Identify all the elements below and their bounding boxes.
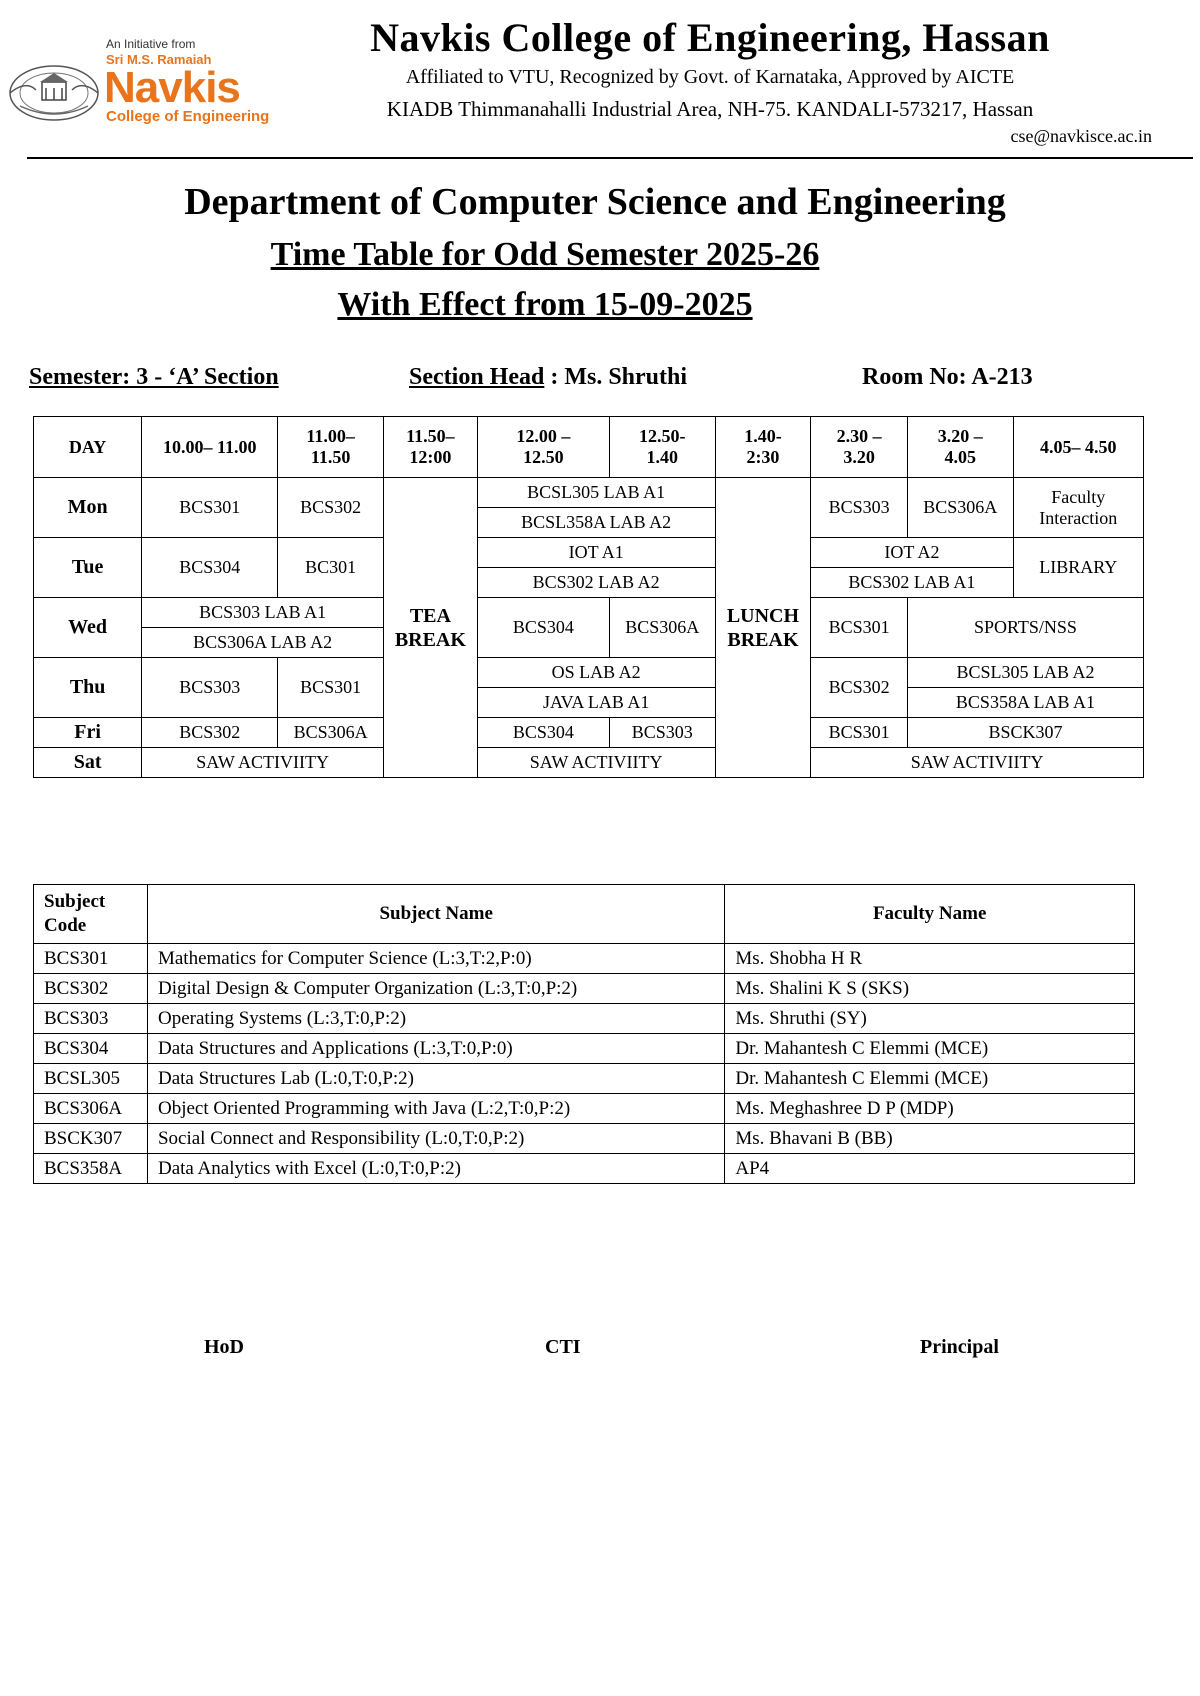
cell-mon-lab-1: BCSL305 LAB A1 <box>477 478 715 508</box>
subject-name: Object Oriented Programming with Java (L:2,T:0,P:2) <box>147 1094 724 1124</box>
day-fri: Fri <box>34 718 142 748</box>
cell-sat-afternoon: SAW ACTIVIITY <box>811 748 1144 778</box>
cell-fri-p5: BCS301 <box>811 718 908 748</box>
faculty-name: Ms. Bhavani B (BB) <box>725 1124 1135 1154</box>
cell-tue-p2: BC301 <box>278 538 384 598</box>
cell-tue-lab-1: IOT A1 <box>477 538 715 568</box>
subject-name: Operating Systems (L:3,T:0,P:2) <box>147 1004 724 1034</box>
header-slot-6: 1.40- 2:30 <box>715 417 811 478</box>
subject-table <box>33 884 1135 1184</box>
faculty-name: AP4 <box>725 1154 1135 1184</box>
cell-mon-p5: BCS303 <box>811 478 908 538</box>
table-row <box>34 1154 1135 1184</box>
cell-mon-p6: BCS306A <box>907 478 1013 538</box>
cell-mon-lab-2: BCSL358A LAB A2 <box>477 508 715 538</box>
header-subject-code: Subject Code <box>34 885 148 944</box>
cell-sat-morning: SAW ACTIVIITY <box>142 748 384 778</box>
college-logo <box>6 30 296 130</box>
cell-thu-lab-4: BCS358A LAB A1 <box>907 688 1143 718</box>
cell-tue-lab-3: IOT A2 <box>811 538 1013 568</box>
table-row <box>34 944 1135 974</box>
faculty-name: Ms. Shruthi (SY) <box>725 1004 1135 1034</box>
cell-wed-p5: BCS301 <box>811 598 908 658</box>
header-faculty-name: Faculty Name <box>725 885 1135 944</box>
tea-break: TEA BREAK <box>384 478 478 778</box>
timetable-header-row <box>34 417 1144 478</box>
subject-code: BCS301 <box>34 944 148 974</box>
header-subject-name: Subject Name <box>147 885 724 944</box>
table-row <box>34 1004 1135 1034</box>
faculty-name: Dr. Mahantesh C Elemmi (MCE) <box>725 1034 1135 1064</box>
header-slot-4: 12.00 – 12.50 <box>477 417 609 478</box>
cell-fri-p2: BCS306A <box>278 718 384 748</box>
signature-principal: Principal <box>920 1336 999 1358</box>
header-slot-1: 10.00– 11.00 <box>142 417 278 478</box>
logo-brand-subtitle: College of Engineering <box>106 108 270 125</box>
cell-thu-lab-3: BCSL305 LAB A2 <box>907 658 1143 688</box>
day-mon: Mon <box>34 478 142 538</box>
cell-fri-p6: BSCK307 <box>907 718 1143 748</box>
cell-wed-p4: BCS306A <box>609 598 715 658</box>
department-title: Department of Computer Science and Engineering <box>184 181 1006 223</box>
header-slot-3: 11.50– 12:00 <box>384 417 478 478</box>
room-info: Room No: A-213 <box>862 364 1033 390</box>
college-name: Navkis College of Engineering, Hassan <box>370 15 1050 60</box>
subject-code: BSCK307 <box>34 1124 148 1154</box>
cell-tue-lab-2: BCS302 LAB A2 <box>477 568 715 598</box>
header-slot-5: 12.50- 1.40 <box>609 417 715 478</box>
timetable-grid <box>33 416 1144 778</box>
subject-name: Mathematics for Computer Science (L:3,T:2,P:0) <box>147 944 724 974</box>
header-divider <box>27 157 1193 159</box>
faculty-name: Ms. Shalini K S (SKS) <box>725 974 1135 1004</box>
timetable-title: Time Table for Odd Semester 2025-26 <box>270 236 820 273</box>
subject-table-header <box>34 885 1135 944</box>
table-row <box>34 1094 1135 1124</box>
header-day: DAY <box>34 417 142 478</box>
college-emblem-icon <box>6 62 102 124</box>
cell-thu-p2: BCS301 <box>278 658 384 718</box>
section-head-info: Section Head : Ms. Shruthi <box>409 364 688 390</box>
subject-code: BCS304 <box>34 1034 148 1064</box>
header-slot-9: 4.05– 4.50 <box>1013 417 1143 478</box>
cell-fri-p3: BCS304 <box>477 718 609 748</box>
subject-name: Data Structures Lab (L:0,T:0,P:2) <box>147 1064 724 1094</box>
subject-code: BCSL305 <box>34 1064 148 1094</box>
semester-info: Semester: 3 - ‘A’ Section <box>29 364 279 390</box>
subject-name: Digital Design & Computer Organization (L:3,T:0,P:2) <box>147 974 724 1004</box>
faculty-name: Ms. Shobha H R <box>725 944 1135 974</box>
day-wed: Wed <box>34 598 142 658</box>
table-row <box>34 974 1135 1004</box>
college-affiliation: Affiliated to VTU, Recognized by Govt. of Karnataka, Approved by AICTE <box>405 66 1015 88</box>
lunch-break: LUNCH BREAK <box>715 478 811 778</box>
logo-sponsor-text: Sri M.S. Ramaiah <box>106 52 212 67</box>
effective-date: With Effect from 15-09-2025 <box>337 286 753 323</box>
cell-wed-p6: SPORTS/NSS <box>907 598 1143 658</box>
signature-cti: CTI <box>545 1336 581 1358</box>
cell-fri-p4: BCS303 <box>609 718 715 748</box>
cell-sat-midday: SAW ACTIVIITY <box>477 748 715 778</box>
table-row <box>34 1124 1135 1154</box>
cell-mon-p1: BCS301 <box>142 478 278 538</box>
subject-name: Data Structures and Applications (L:3,T:0,P:0) <box>147 1034 724 1064</box>
cell-tue-p7: LIBRARY <box>1013 538 1143 598</box>
cell-fri-p1: BCS302 <box>142 718 278 748</box>
logo-brand-text: Navkis <box>104 63 240 112</box>
subject-code: BCS306A <box>34 1094 148 1124</box>
college-address: KIADB Thimmanahalli Industrial Area, NH-75. KANDALI-573217, Hassan <box>386 97 1034 121</box>
faculty-name: Dr. Mahantesh C Elemmi (MCE) <box>725 1064 1135 1094</box>
table-row <box>34 1064 1135 1094</box>
day-tue: Tue <box>34 538 142 598</box>
cell-thu-p5: BCS302 <box>811 658 908 718</box>
cell-mon-p7: Faculty Interaction <box>1013 478 1143 538</box>
cell-wed-p3: BCS304 <box>477 598 609 658</box>
cell-wed-lab-1: BCS303 LAB A1 <box>142 598 384 628</box>
subject-code: BCS302 <box>34 974 148 1004</box>
table-row <box>34 1034 1135 1064</box>
header-slot-7: 2.30 – 3.20 <box>811 417 908 478</box>
cell-tue-lab-4: BCS302 LAB A1 <box>811 568 1013 598</box>
subject-name: Data Analytics with Excel (L:0,T:0,P:2) <box>147 1154 724 1184</box>
cell-tue-p1: BCS304 <box>142 538 278 598</box>
signature-hod: HoD <box>204 1336 244 1358</box>
subject-code: BCS358A <box>34 1154 148 1184</box>
subject-code: BCS303 <box>34 1004 148 1034</box>
faculty-name: Ms. Meghashree D P (MDP) <box>725 1094 1135 1124</box>
cell-thu-lab-2: JAVA LAB A1 <box>477 688 715 718</box>
department-email: cse@navkisce.ac.in <box>1010 126 1152 146</box>
cell-wed-lab-2: BCS306A LAB A2 <box>142 628 384 658</box>
cell-thu-lab-1: OS LAB A2 <box>477 658 715 688</box>
subject-name: Social Connect and Responsibility (L:0,T:0,P:2) <box>147 1124 724 1154</box>
logo-initiative-text: An Initiative from <box>106 37 196 51</box>
day-thu: Thu <box>34 658 142 718</box>
cell-mon-p2: BCS302 <box>278 478 384 538</box>
header-slot-8: 3.20 – 4.05 <box>907 417 1013 478</box>
header-slot-2: 11.00– 11.50 <box>278 417 384 478</box>
cell-thu-p1: BCS303 <box>142 658 278 718</box>
day-sat: Sat <box>34 748 142 778</box>
